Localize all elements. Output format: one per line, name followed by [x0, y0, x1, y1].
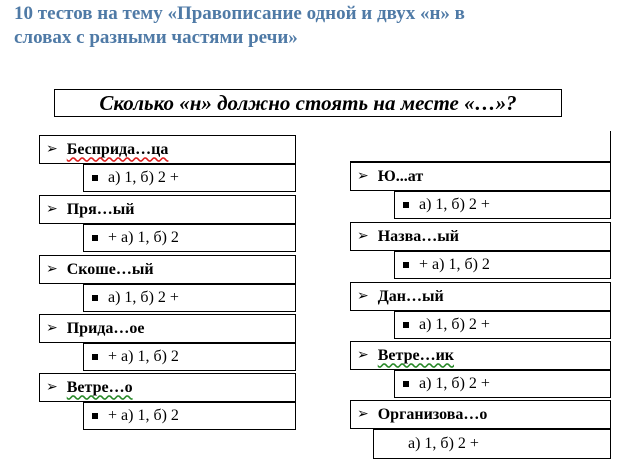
square-bullet-icon	[92, 175, 98, 181]
arrowhead-icon: ➢	[357, 169, 369, 184]
square-bullet-icon	[92, 354, 98, 360]
page-title	[14, 2, 614, 50]
right-item-5-answer: а) 1, б) 2 +	[373, 429, 611, 459]
left-item-4-word: ➢ Прида…ое	[39, 314, 296, 343]
right-item-2-answer: + а) 1, б) 2	[394, 251, 611, 279]
arrowhead-icon: ➢	[46, 380, 58, 395]
right-item-3-answer: а) 1, б) 2 +	[394, 311, 611, 339]
arrowhead-icon: ➢	[46, 202, 58, 217]
right-item-4-answer: а) 1, б) 2 +	[394, 370, 611, 398]
square-bullet-icon	[92, 295, 98, 301]
left-item-3-answer: а) 1, б) 2 +	[83, 284, 296, 312]
right-item-1-answer: а) 1, б) 2 +	[394, 191, 611, 219]
square-bullet-icon	[403, 262, 409, 268]
title-line-1: 10 тестов на тему «Правописание одной и двух «н» в	[14, 3, 465, 24]
arrowhead-icon: ➢	[357, 289, 369, 304]
arrowhead-icon: ➢	[357, 229, 369, 244]
arrowhead-icon: ➢	[357, 407, 369, 422]
left-item-5-answer: + а) 1, б) 2	[83, 402, 296, 430]
left-item-1-word: ➢ Бесприда…ца	[39, 135, 296, 164]
arrowhead-icon: ➢	[46, 262, 58, 277]
title-line-2: словах с разными частями речи»	[14, 27, 298, 48]
right-item-1-word: ➢ Ю...ат	[350, 162, 611, 191]
left-item-3-word: ➢ Скоше…ый	[39, 255, 296, 284]
left-item-1-answer: а) 1, б) 2 +	[83, 164, 296, 192]
right-item-4-word: ➢ Ветре…ик	[350, 341, 611, 370]
square-bullet-icon	[92, 235, 98, 241]
left-item-5-word: ➢ Ветре…о	[39, 373, 296, 402]
square-bullet-icon	[403, 322, 409, 328]
arrowhead-icon: ➢	[46, 142, 58, 157]
left-item-4-answer: + а) 1, б) 2	[83, 343, 296, 371]
right-item-2-word: ➢ Назва…ый	[350, 222, 611, 251]
left-item-2-word: ➢ Пря…ый	[39, 195, 296, 224]
right-item-3-word: ➢ Дан…ый	[350, 282, 611, 311]
right-top-empty-cell	[350, 131, 611, 162]
left-item-2-answer: + а) 1, б) 2	[83, 224, 296, 252]
arrowhead-icon: ➢	[46, 321, 58, 336]
question-box: Сколько «н» должно стоять на месте «…»?	[54, 89, 562, 117]
square-bullet-icon	[403, 202, 409, 208]
right-item-5-word: ➢ Организова…о	[350, 400, 611, 429]
square-bullet-icon	[92, 413, 98, 419]
square-bullet-icon	[403, 381, 409, 387]
arrowhead-icon: ➢	[357, 348, 369, 363]
